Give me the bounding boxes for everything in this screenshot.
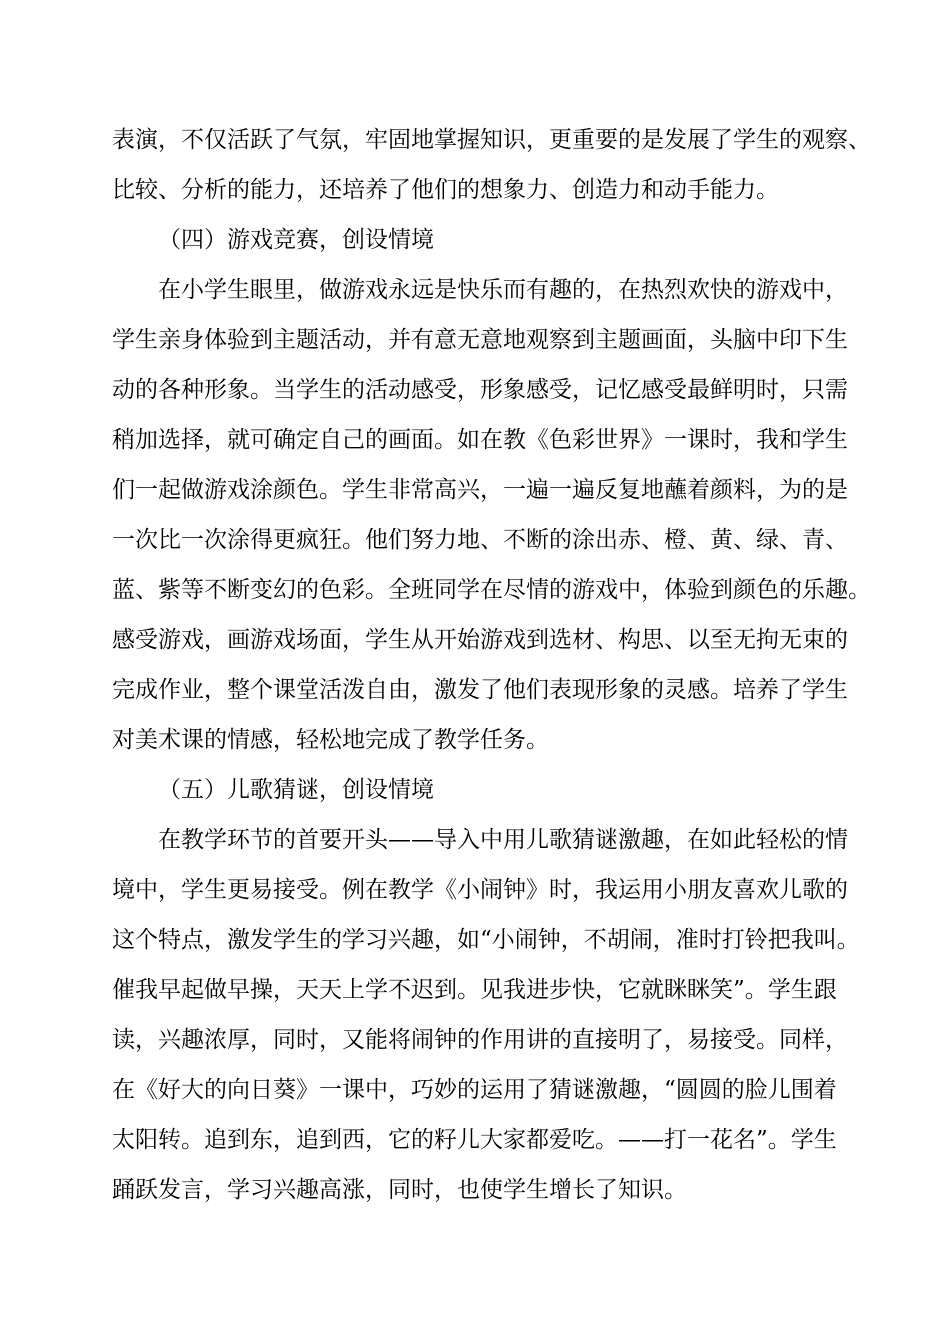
text-line: 学生亲身体验到主题活动，并有意无意地观察到主题画面，头脑中印下生 [112,327,848,353]
text-line: 表演，不仅活跃了气氛，牢固地掌握知识，更重要的是发展了学生的观察、 [112,127,871,153]
text-line: 读，兴趣浓厚，同时，又能将闹钟的作用讲的直接明了，易接受。同样， [112,1027,848,1053]
text-line: 在教学环节的首要开头——导入中用儿歌猜谜激趣，在如此轻松的情 [158,827,848,853]
text-line: 太阳转。追到东，追到西，它的籽儿大家都爱吃。——打一花名”。学生 [112,1127,837,1153]
text-line: 在《好大的向日葵》一课中，巧妙的运用了猜谜激趣，“圆圆的脸儿围着 [112,1077,837,1103]
text-line: 稍加选择，就可确定自己的画面。如在教《色彩世界》一课时，我和学生 [112,427,848,453]
text-line: 对美术课的情感，轻松地完成了教学任务。 [112,727,549,753]
text-line: 感受游戏，画游戏场面，学生从开始游戏到选材、构思、以至无拘无束的 [112,627,848,653]
section-heading: （五）儿歌猜谜，创设情境 [158,777,434,803]
text-line: 蓝、紫等不断变幻的色彩。全班同学在尽情的游戏中，体验到颜色的乐趣。 [112,577,871,603]
text-line: 催我早起做早操，天天上学不迟到。见我进步快，它就眯眯笑”。学生跟 [112,977,837,1003]
section-heading: （四）游戏竞赛，创设情境 [158,227,434,253]
text-line: 一次比一次涂得更疯狂。他们努力地、不断的涂出赤、橙、黄、绿、青、 [112,527,848,553]
text-line: 境中，学生更易接受。例在教学《小闹钟》时，我运用小朋友喜欢儿歌的 [112,877,848,903]
text-line: 动的各种形象。当学生的活动感受，形象感受，记忆感受最鲜明时，只需 [112,377,848,403]
text-line: 比较、分析的能力，还培养了他们的想象力、创造力和动手能力。 [112,177,779,203]
text-line: 们一起做游戏涂颜色。学生非常高兴，一遍一遍反复地蘸着颜料，为的是 [112,477,848,503]
text-line: 在小学生眼里，做游戏永远是快乐而有趣的，在热烈欢快的游戏中， [158,277,848,303]
text-line: 这个特点，激发学生的学习兴趣，如“小闹钟，不胡闹，准时打铃把我叫。 [112,927,860,953]
text-line: 完成作业，整个课堂活泼自由，激发了他们表现形象的灵感。培养了学生 [112,677,848,703]
text-line: 踊跃发言，学习兴趣高涨，同时，也使学生增长了知识。 [112,1177,687,1203]
